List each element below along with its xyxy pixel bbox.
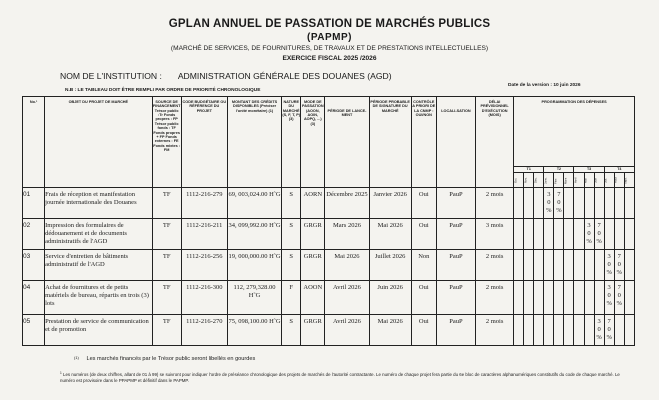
month-allocation-cell [534,315,544,346]
row-lancement: Avril 2026 [325,281,369,315]
month-allocation-cell [624,250,634,281]
month-header: Sept. [624,173,634,188]
row-signature: Mai 2026 [369,315,411,346]
month-allocation-cell [604,250,614,281]
footnote-treasury [74,355,255,362]
month-allocation-cell [554,281,564,315]
month-allocation-cell [614,315,624,346]
month-allocation-cell [564,281,574,315]
month-allocation-cell [564,188,574,219]
row-localisation: PauP [436,188,475,219]
row-number: 04 [23,281,45,315]
col-nature: NATURE DU MARCHÉ (S, F, T, P) (3) [282,97,301,188]
percent-glyph: 7 [557,191,561,198]
month-header: Avril [574,173,584,188]
quarter-t3: T3 [574,167,604,173]
row-nature: S [282,315,301,346]
percent-glyph: 0 [607,325,611,333]
row-controle: Oui [411,188,436,219]
row-controle: Oui [411,315,436,346]
row-source: TF [152,188,181,219]
col-mode: MODE DE PASSATION (AOON, AOIN, AOPQ, ...) (3) [301,97,325,188]
percent-glyph: 0 [607,260,611,268]
row-montant: 19, 000,000.00 H˜G [227,250,281,281]
month-allocation-cell [544,188,554,219]
procurement-table [22,96,635,346]
month-allocation-cell [594,281,604,315]
percent-glyph: 3 [607,253,611,260]
row-nature: S [282,188,301,219]
col-montant: MONTANT DES CRÉDITS DISPONIBLES (Préciser l'unité monétaire) (1) [227,97,281,188]
table-row [23,250,635,281]
row-lancement: Décembre 2025 [325,188,369,219]
month-allocation-cell [614,188,624,219]
percent-glyph: 7 [607,318,611,325]
month-allocation-cell [574,281,584,315]
row-signature: Juin 2026 [369,281,411,315]
row-controle: Non [411,250,436,281]
month-allocation-cell [564,219,574,250]
row-number: 03 [23,250,45,281]
percent-glyph: 0 [607,291,611,299]
month-allocation-cell [554,188,564,219]
month-allocation-cell [574,188,584,219]
month-allocation-cell [584,250,594,281]
month-allocation-cell [534,188,544,219]
table-row [23,219,635,250]
month-header: Août [614,173,624,188]
row-montant: 69, 003,024.00 H˜G [227,188,281,219]
fiscal-year: EXERCICE FISCAL 2025 /2026 [282,55,377,62]
row-signature: Mai 2026 [369,219,411,250]
row-mode: AORN [301,188,325,219]
month-allocation-cell [574,315,584,346]
row-code: 1112-216-256 [181,250,227,281]
footnote-treasury-text: Les marchés financés par le Trésor public seront libellés en gourdes [86,356,256,362]
month-allocation-cell [604,188,614,219]
row-nature: S [282,250,301,281]
row-code: 1112-216-300 [181,281,227,315]
row-number: 02 [23,219,45,250]
percent-glyph: % [616,299,622,307]
row-objet: Service d'entretien de bâtiments administratif de l'AGD [45,250,153,281]
row-nature: S [282,219,301,250]
footnote-mark: (1) [74,355,79,360]
row-montant: 75, 098,100.00 H˜G [227,315,281,346]
month-allocation-cell [624,188,634,219]
row-code: 1112-216-211 [181,219,227,250]
month-allocation-cell [544,315,554,346]
row-objet: Prestation de service de communication et de promotion [45,315,153,346]
col-signature: PÉRIODE PROBABLE DE SIGNATURE DU MARCHÉ [369,97,411,188]
version-date: Date de la version : 10 juin 2026 [508,83,581,88]
month-allocation-cell [624,219,634,250]
footnote-numbering-text: Les numéros (de deux chiffres, allant de 01 à 99) se suivront pour indiquer l'ordre de préséance chronologique des projets de marchés de l'autorité contractante. Le numéro de chaque projet fera partie du 6e bloc de caractères alphanumériques constitutifs du code de chaque marché. Le numéro est provisoire dans le PPAPMP et définitif dans le PAPMP. [60,372,620,384]
table-row [23,281,635,315]
row-nature: F [282,281,301,315]
quarter-t2: T2 [544,167,574,173]
month-allocation-cell [544,281,554,315]
month-allocation-cell [554,219,564,250]
footnote-sup: 1 [60,371,62,375]
month-allocation-cell [544,219,554,250]
month-allocation-cell [534,281,544,315]
month-allocation-cell [614,250,624,281]
row-montant: 34, 099,992.00 H˜G [227,219,281,250]
row-mode: GRGR [301,219,325,250]
institution-line [60,71,392,81]
col-controle: CONTRÔLE A PRIORI DE LA CNMP : OUI/NON [411,97,436,188]
month-allocation-cell [544,250,554,281]
quarter-t1: T1 [514,167,544,173]
row-signature: Juillet 2026 [369,250,411,281]
document-subtitle: (MARCHÉ DE SERVICES, DE FOURNITURES, DE TRAVAUX ET DE PRESTATIONS INTELLECTUELLES) [170,45,489,52]
month-allocation-cell [514,188,524,219]
month-allocation-cell [584,315,594,346]
month-header: Juin [594,173,604,188]
row-number: 05 [23,315,45,346]
col-localisation: LOCALI-SATION [436,97,475,188]
row-localisation: PauP [436,219,475,250]
quarter-t4: T4 [604,167,634,173]
month-header: Déc. [534,173,544,188]
month-header: Mai [584,173,594,188]
row-mode: GRGR [301,250,325,281]
percent-glyph: % [606,299,612,307]
percent-glyph: 0 [587,229,591,237]
row-delai: 2 mois [476,281,514,315]
month-header: Mars [564,173,574,188]
footnote-numbering [60,371,620,385]
month-allocation-cell [534,250,544,281]
month-allocation-cell [564,315,574,346]
document-acronym: (PAPMP) [307,32,352,43]
row-source: TF [152,250,181,281]
document-title: GPLAN ANNUEL DE PASSATION DE MARCHÉS PUBLICS [168,18,491,30]
percent-glyph: % [546,206,552,214]
row-source: TF [152,219,181,250]
row-localisation: PauP [436,281,475,315]
percent-glyph: % [606,333,612,341]
percent-glyph: 7 [617,284,621,291]
month-allocation-cell [574,219,584,250]
percent-glyph: 0 [617,260,621,268]
month-allocation-cell [564,250,574,281]
percent-glyph: 0 [617,291,621,299]
percent-glyph: % [596,237,602,245]
percent-glyph: % [606,268,612,276]
row-delai: 3 mois [476,219,514,250]
percent-glyph: % [586,237,592,245]
month-header: Févr. [554,173,564,188]
row-delai: 2 mois [476,315,514,346]
row-code: 1112-216-270 [181,315,227,346]
month-allocation-cell [574,250,584,281]
month-allocation-cell [594,250,604,281]
percent-glyph: 0 [597,229,601,237]
row-lancement: Mars 2026 [325,219,369,250]
month-allocation-cell [604,281,614,315]
table-row [23,315,635,346]
row-controle: Oui [411,219,436,250]
month-allocation-cell [594,315,604,346]
col-source: SOURCE DE FINANCEMENT Trésor public :Tr Fonds propres : FP Trésor public fonds : TF Fonds propres + FP Fonds externes : FE Fonds mixtes : FM [152,97,181,188]
col-objet: OBJET DU PROJET DE MARCHÉ [45,97,153,188]
row-source: TF [152,281,181,315]
row-mode: GRGR [301,315,325,346]
month-header: Janv. [544,173,554,188]
row-mode: AOON [301,281,325,315]
row-delai: 2 mois [476,250,514,281]
month-allocation-cell [554,315,564,346]
row-objet: Frais de réception et manifestation journée internationale des Douanes [45,188,153,219]
percent-glyph: 0 [597,325,601,333]
row-localisation: PauP [436,315,475,346]
row-controle: Oui [411,281,436,315]
percent-glyph: % [556,206,562,214]
row-localisation: PauP [436,250,475,281]
percent-glyph: 3 [607,284,611,291]
nb-note: N.B : LE TABLEAU DOIT ÊTRE REMPLI PAR ORDRE DE PRIORITÉ CHRONOLOGIQUE [65,88,261,93]
row-number: 01 [23,188,45,219]
row-source: TF [152,315,181,346]
month-allocation-cell [514,219,524,250]
month-allocation-cell [614,281,624,315]
month-allocation-cell [524,219,534,250]
col-lancement: PÉRIODE DE LANCE-MENT [325,97,369,188]
row-objet: Impression des formulaires de dédouanement et de documents administratifs de l'AGD [45,219,153,250]
percent-glyph: 3 [597,318,601,325]
month-allocation-cell [514,281,524,315]
month-header: Oct. [514,173,524,188]
col-no: No.¹ [23,97,45,188]
month-allocation-cell [594,219,604,250]
col-delai: DÉLAI PRÉVISIONNEL D'EXÉCUTION (MOIS) [476,97,514,188]
month-allocation-cell [594,188,604,219]
month-allocation-cell [524,315,534,346]
col-code: CODE BUDGÉTAIRE OU RÉFÉRENCE DU PROJET [181,97,227,188]
percent-glyph: % [596,333,602,341]
row-lancement: Avril 2026 [325,315,369,346]
institution-label: NOM DE L'INSTITUTION : [60,71,162,81]
percent-glyph: 0 [547,198,551,206]
month-allocation-cell [584,219,594,250]
month-allocation-cell [554,250,564,281]
month-header: Juil. [604,173,614,188]
month-allocation-cell [514,250,524,281]
percent-glyph: 3 [587,222,591,229]
row-objet: Achat de fournitures et de petits matériels de bureau, répartis en trois (3) lots [45,281,153,315]
month-allocation-cell [584,281,594,315]
table-row [23,188,635,219]
month-allocation-cell [624,315,634,346]
month-allocation-cell [524,281,534,315]
percent-glyph: 0 [557,198,561,206]
row-lancement: Mai 2026 [325,250,369,281]
month-allocation-cell [584,188,594,219]
month-allocation-cell [524,188,534,219]
percent-glyph: 7 [617,253,621,260]
percent-glyph: 7 [597,222,601,229]
month-header: Nov. [524,173,534,188]
percent-glyph: % [616,268,622,276]
row-delai: 2 mois [476,188,514,219]
percent-glyph: 3 [547,191,551,198]
month-allocation-cell [534,219,544,250]
month-allocation-cell [514,315,524,346]
month-allocation-cell [524,250,534,281]
month-allocation-cell [624,281,634,315]
institution-name: ADMINISTRATION GÉNÉRALE DES DOUANES (AGD) [177,71,392,81]
row-signature: Janvier 2026 [369,188,411,219]
col-programmation: PROGRAMMATION DES DÉPENSES [514,97,635,167]
month-allocation-cell [604,315,614,346]
row-montant: 112, 279,328.00 H˜G [227,281,281,315]
month-allocation-cell [604,219,614,250]
month-allocation-cell [614,219,624,250]
row-code: 1112-216-279 [181,188,227,219]
